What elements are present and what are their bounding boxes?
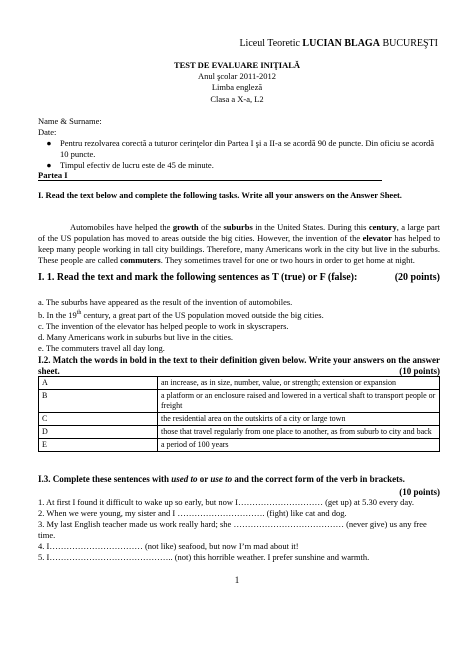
ex1-heading [38, 272, 440, 283]
subject: Limba engleză [211, 82, 263, 92]
page-number: 1 [234, 575, 240, 585]
school-city: BUCUREŞTI [379, 38, 438, 49]
part-divider [38, 180, 382, 181]
ex1-points: (20 points) [394, 272, 440, 283]
instruction-text: Pentru rezolvarea corectă a tuturor cerinţelor din Partea I şi a II-a se acordă 90 de puncte. Din oficiu se acordă 10 puncte. [60, 138, 435, 159]
bullet-icon: ● [46, 160, 52, 170]
ex1-title: I. 1. Read the text and mark the following sentences as T (true) or F (false): [38, 272, 358, 283]
reading-text: Automobiles have helped the growth of the suburbs in the United States. During this century, a large part of the US population has moved to areas outside the big cities. However, the invention of the elevator has helped to keep many people working in tall city buildings. Therefore, many Americans work in the city but live in the suburbs. These people are called commuters. They sometimes travel for one or two hours in order to get home at night. [38, 222, 441, 265]
ex1-list [38, 297, 440, 354]
table-row: A an increase, as in size, number, value, or strength; extension or expansion [39, 377, 440, 390]
bold-word-elevator: elevator [362, 233, 392, 243]
date-label: Date: [38, 127, 57, 137]
list-item: 4. I…………………………… (not like) seafood, but now I’m mad about it! [38, 541, 299, 551]
bold-word-suburbs: suburbs [223, 222, 253, 232]
school-prefix: Liceul Teoretic [239, 38, 303, 49]
list-item: a. The suburbs have appeared as the result of the invention of automobiles. [38, 297, 293, 307]
table-row: D those that travel regularly from one place to another, as from suburb to city and back [39, 426, 440, 439]
bullet-icon: ● [46, 138, 52, 148]
match-table [38, 376, 440, 452]
list-item: d. Many Americans work in suburbs but live in the cities. [38, 331, 233, 342]
bold-word-commuters: commuters [120, 255, 161, 265]
table-row: C the residential area on the outskirts of a city or large town [39, 413, 440, 426]
bold-word-century: century [368, 222, 397, 232]
list-item: 5. I…………………………………….. (not) this horrible weather. I prefer sunshine and warmth. [38, 552, 370, 562]
list-item: 2. When we were young, my sister and I …………………………. (fight) like cat and dog. [38, 508, 347, 518]
table-row: E a period of 100 years [39, 439, 440, 452]
school-year: Anul şcolar 2011-2012 [197, 71, 277, 81]
list-item: e. The commuters travel all day long. [38, 342, 165, 353]
name-label: Name & Surname: [38, 116, 102, 126]
school-name: LUCIAN BLAGA [302, 38, 380, 49]
list-item: c. The invention of the elevator has helped people to work in skyscrapers. [38, 320, 289, 331]
ex3-points: (10 points) [399, 487, 440, 497]
part-label: Partea I [38, 170, 68, 180]
ex2-title: I.2. Match the words in bold in the text to their definition given below. Write your answers on the answer sheet. [38, 355, 440, 376]
list-item: b. In the 19th century, a great part of the US population moved outside the big cities. [38, 309, 324, 320]
instruction-text: Timpul efectiv de lucru este de 45 de minute. [60, 160, 214, 170]
instruction-2 [38, 160, 438, 171]
list-item: 3. My last English teacher made us work really hard; she ………………………………… (never give) us any free time. [38, 519, 427, 540]
table-row: B a platform or an enclosure raised and lowered in a vertical shaft to transport people or freight [39, 390, 440, 413]
exam-title: TEST DE EVALUARE INIŢIALĂ [173, 60, 301, 70]
list-item: 1. At first I found it difficult to wake up so early, but now I………………………… (get up) at 5.30 every day. [38, 497, 414, 507]
bold-word-growth: growth [172, 222, 199, 232]
instruction-1 [38, 138, 438, 160]
part1-intro: I. Read the text below and complete the following tasks. Write all your answers on the Answer Sheet. [38, 190, 402, 200]
ex2-heading [38, 355, 440, 377]
school-header [239, 38, 438, 49]
ex3-list [38, 497, 440, 563]
class-label: Clasa a X-a, L2 [210, 94, 264, 104]
ex2-points: (10 points) [399, 366, 440, 376]
ex3-heading: I.3. Complete these sentences with used to or use to and the correct form of the verb in brackets. [38, 474, 405, 484]
